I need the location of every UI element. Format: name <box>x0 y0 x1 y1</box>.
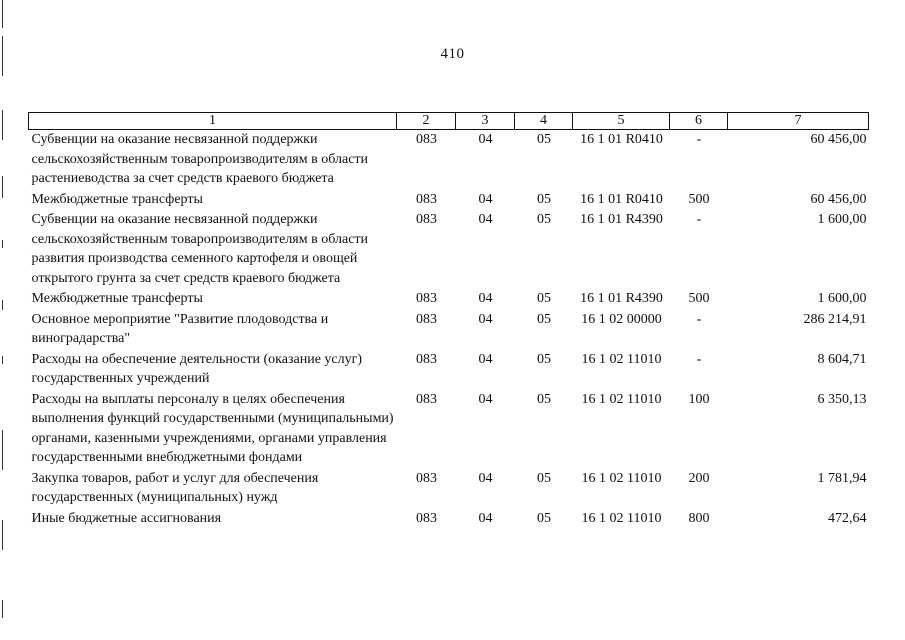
row-section: 04 <box>478 291 493 306</box>
row-section: 04 <box>478 212 493 227</box>
row-target-article: 16 1 01 R0410 <box>580 191 663 207</box>
row-amount: 286 214,91 <box>803 311 867 327</box>
row-subsection: 05 <box>537 470 551 486</box>
row-amount: 6 350,13 <box>817 391 867 407</box>
row-ministry-code: 083 <box>416 351 437 367</box>
table-row <box>29 310 869 350</box>
row-expense-type: 200 <box>688 470 710 486</box>
table-row <box>29 130 869 190</box>
row-subsection: 05 <box>537 311 551 327</box>
row-subsection: 05 <box>537 291 551 306</box>
row-subsection: 05 <box>537 191 551 207</box>
table-row <box>29 469 869 509</box>
row-expense-type: - <box>696 132 702 147</box>
row-target-article: 16 1 01 R4390 <box>580 212 663 227</box>
table-row <box>29 350 869 390</box>
row-target-article: 16 1 02 00000 <box>581 311 662 327</box>
row-expense-type: 500 <box>688 291 710 306</box>
header-col-5: 5 <box>573 113 670 130</box>
row-expense-type: - <box>696 351 702 367</box>
row-ministry-code: 083 <box>416 470 437 486</box>
row-section: 04 <box>478 132 493 147</box>
row-ministry-code: 083 <box>416 132 437 147</box>
row-section: 04 <box>478 510 493 526</box>
row-target-article: 16 1 02 11010 <box>581 391 662 407</box>
row-subsection: 05 <box>537 132 551 147</box>
row-expense-type: 100 <box>688 391 710 407</box>
row-name: Межбюджетные трансферты <box>31 191 203 207</box>
row-section: 04 <box>478 351 493 367</box>
row-ministry-code: 083 <box>416 391 437 407</box>
table-row <box>29 190 869 211</box>
row-target-article: 16 1 02 11010 <box>581 351 662 367</box>
row-ministry-code: 083 <box>416 212 437 227</box>
header-col-6: 6 <box>670 113 728 130</box>
page-number: 410 <box>440 46 465 62</box>
row-section: 04 <box>478 311 493 327</box>
row-target-article: 16 1 01 R4390 <box>580 291 663 306</box>
row-section: 04 <box>478 391 493 407</box>
row-target-article: 16 1 02 11010 <box>581 470 662 486</box>
row-subsection: 05 <box>537 212 551 227</box>
row-target-article: 16 1 01 R0410 <box>580 132 663 147</box>
header-col-4: 4 <box>515 113 573 130</box>
header-col-1: 1 <box>29 113 397 130</box>
row-amount: 1 781,94 <box>817 470 867 486</box>
row-expense-type: 800 <box>688 510 710 526</box>
row-amount: 60 456,00 <box>810 132 867 147</box>
row-ministry-code: 083 <box>416 291 437 306</box>
table-row <box>29 210 869 289</box>
row-name: Закупка товаров, работ и услуг для обеспечения государственных (муниципальных) нужд <box>31 470 319 505</box>
header-col-3: 3 <box>456 113 515 130</box>
budget-table <box>28 112 869 529</box>
row-name: Расходы на обеспечение деятельности (оказание услуг) государственных учреждений <box>31 351 363 386</box>
header-col-7: 7 <box>728 113 869 130</box>
table-row <box>29 289 869 310</box>
row-section: 04 <box>478 191 493 207</box>
table-header-row <box>29 113 869 130</box>
row-expense-type: - <box>696 212 702 227</box>
row-name: Основное мероприятие "Развитие плодоводства и виноградарства" <box>31 311 329 346</box>
row-amount: 1 600,00 <box>817 212 867 227</box>
row-expense-type: - <box>696 311 702 327</box>
row-subsection: 05 <box>537 351 551 367</box>
row-amount: 1 600,00 <box>817 291 867 306</box>
row-ministry-code: 083 <box>416 311 437 327</box>
row-name: Межбюджетные трансферты <box>31 291 203 306</box>
row-ministry-code: 083 <box>416 510 437 526</box>
table-row <box>29 390 869 469</box>
row-amount: 8 604,71 <box>817 351 867 367</box>
row-name: Иные бюджетные ассигнования <box>31 510 222 526</box>
row-amount: 472,64 <box>828 510 867 526</box>
row-section: 04 <box>478 470 493 486</box>
row-ministry-code: 083 <box>416 191 437 207</box>
row-subsection: 05 <box>537 391 551 407</box>
table-row <box>29 509 869 530</box>
header-col-2: 2 <box>397 113 456 130</box>
row-name: Субвенции на оказание несвязанной поддержки сельскохозяйственным товаропроизводителям в области растениеводства за счет средств краевого бюджета <box>31 132 369 186</box>
row-amount: 60 456,00 <box>810 191 867 207</box>
row-expense-type: 500 <box>688 191 710 207</box>
row-name: Субвенции на оказание несвязанной поддержки сельскохозяйственным товаропроизводителям в области развития производства семенного картофеля и овощей открытого грунта за счет средств краевого бюджета <box>31 212 369 286</box>
row-subsection: 05 <box>537 510 551 526</box>
scan-margin-marks <box>2 0 6 640</box>
row-name: Расходы на выплаты персоналу в целях обеспечения выполнения функций государственными (муниципальными) органами, казенными учреждениями, органами управления государственными внебюджетными фондами <box>31 391 394 465</box>
row-target-article: 16 1 02 11010 <box>581 510 662 526</box>
